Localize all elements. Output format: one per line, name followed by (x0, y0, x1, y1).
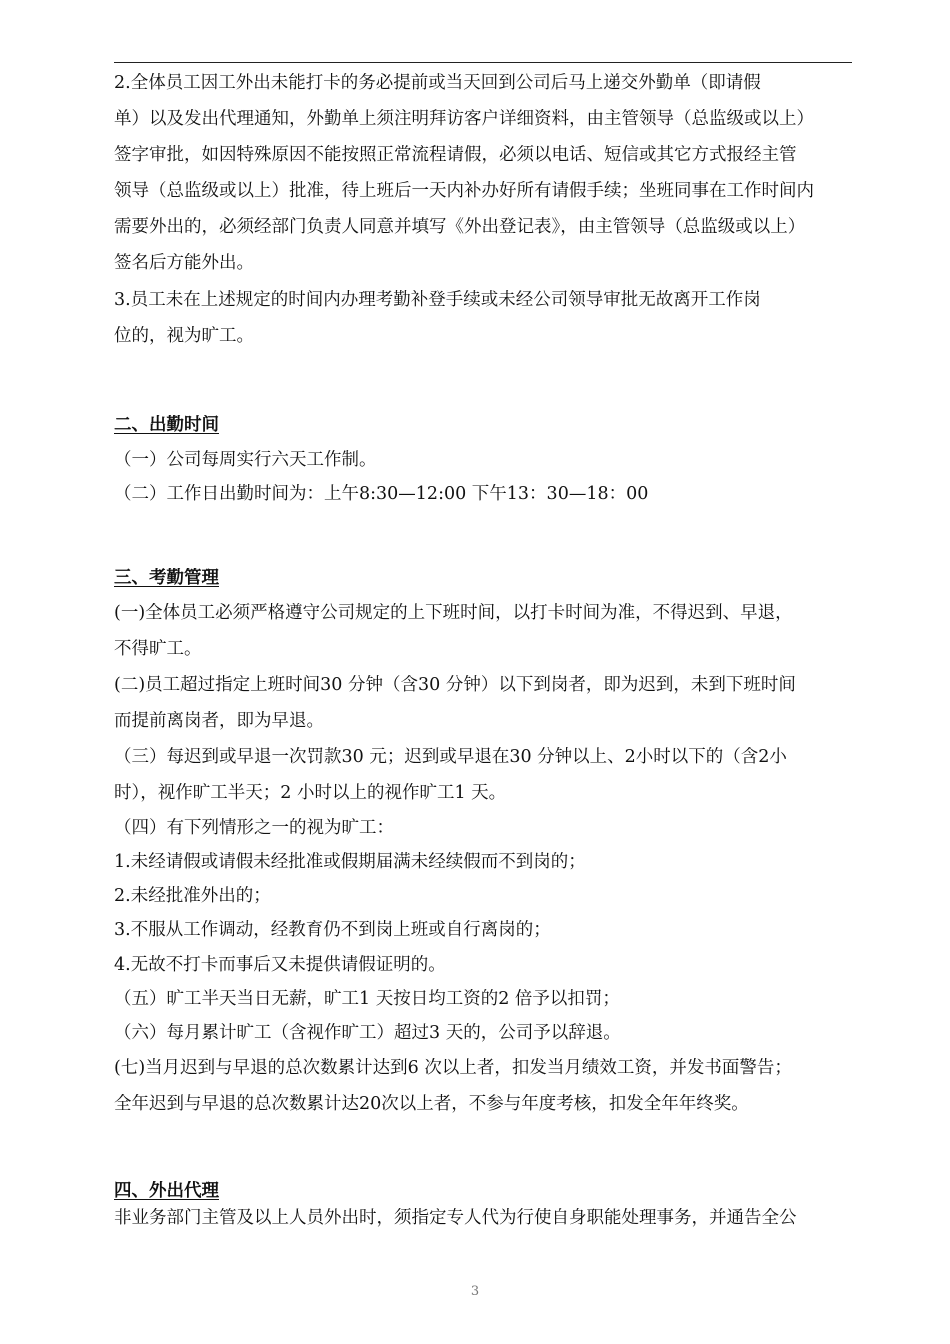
section-heading-work-hours: 二、出勤时间 (114, 415, 219, 435)
body-line: 需要外出的，必须经部门负责人同意并填写《外出登记表》，由主管领导（总监级或以上） (114, 217, 806, 237)
header-rule (114, 62, 852, 63)
section-heading-delegation: 四、外出代理 (114, 1181, 219, 1201)
list-item: 1.未经请假或请假未经批准或假期届满未经续假而不到岗的； (114, 852, 586, 872)
body-line: （三）每迟到或早退一次罚款30 元；迟到或早退在30 分钟以上、2小时以下的（含2小 (114, 747, 787, 767)
body-line: （五）旷工半天当日无薪，旷工1 天按日均工资的2 倍予以扣罚； (114, 989, 620, 1009)
body-line: (二)员工超过指定上班时间30 分钟（含30 分钟）以下到岗者，即为迟到，未到下班时间 (114, 675, 796, 695)
body-line: 签名后方能外出。 (114, 253, 254, 273)
body-line: （一）公司每周实行六天工作制。 (114, 450, 377, 470)
page-number: 3 (470, 1284, 480, 1299)
body-line: (一)全体员工必须严格遵守公司规定的上下班时间，以打卡时间为准，不得迟到、早退， (114, 603, 793, 623)
body-line: 2.全体员工因工外出未能打卡的务必提前或当天回到公司后马上递交外勤单（即请假 (114, 73, 761, 93)
body-line: 全年迟到与早退的总次数累计达20次以上者，不参与年度考核，扣发全年年终奖。 (114, 1094, 749, 1114)
body-line: 签字审批，如因特殊原因不能按照正常流程请假，必须以电话、短信或其它方式报经主管 (114, 145, 797, 165)
body-line: 3.员工未在上述规定的时间内办理考勤补登手续或未经公司领导审批无故离开工作岗 (114, 290, 761, 310)
list-item: 2.未经批准外出的； (114, 886, 271, 906)
body-line: 单）以及发出代理通知，外勤单上须注明拜访客户详细资料，由主管领导（总监级或以上） (114, 109, 814, 129)
section-heading-attendance-management: 三、考勤管理 (114, 568, 219, 588)
body-line: （六）每月累计旷工（含视作旷工）超过3 天的，公司予以辞退。 (114, 1023, 621, 1043)
body-line: （二）工作日出勤时间为：上午8:30—12:00 下午13：30—18：00 (114, 484, 649, 504)
body-line: 位的，视为旷工。 (114, 326, 254, 346)
body-line: 而提前离岗者，即为早退。 (114, 711, 324, 731)
body-line: 不得旷工。 (114, 639, 202, 659)
body-line: （四）有下列情形之一的视为旷工： (114, 818, 394, 838)
body-line: (七)当月迟到与早退的总次数累计达到6 次以上者，扣发当月绩效工资，并发书面警告； (114, 1058, 792, 1078)
body-line: 领导（总监级或以上）批准，待上班后一天内补办好所有请假手续；坐班同事在工作时间内 (114, 181, 814, 201)
list-item: 4.无故不打卡而事后又未提供请假证明的。 (114, 955, 446, 975)
body-line: 时），视作旷工半天；2 小时以上的视作旷工1 天。 (114, 783, 507, 803)
list-item: 3.不服从工作调动，经教育仍不到岗上班或自行离岗的； (114, 920, 551, 940)
body-line: 非业务部门主管及以上人员外出时，须指定专人代为行使自身职能处理事务，并通告全公 (114, 1208, 797, 1228)
